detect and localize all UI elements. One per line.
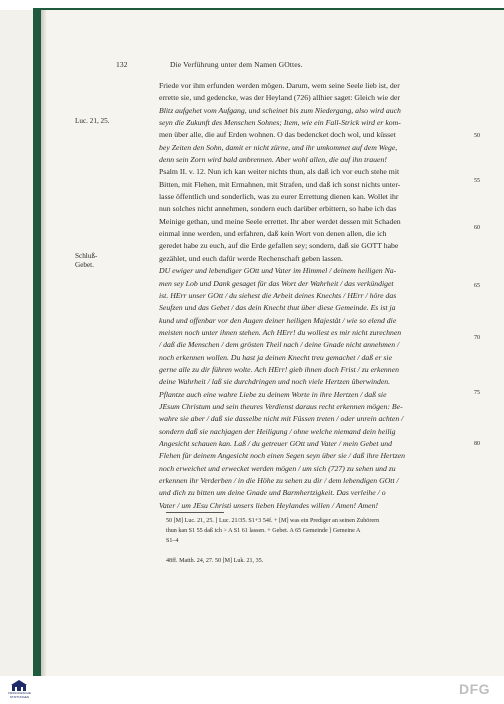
apparatus-rule [166,512,224,513]
text-line: nun solches nicht annehmen, sondern euch darüber erbittern, so habe ich das [159,204,397,214]
text-line: bey Zeiten den Sohn, damit er nicht zürne, und ihr umkommet auf dem Wege, [159,142,398,152]
text-line: lasse öffentlich und sonderlich, was zu eurer Errettung dienen kan. Wollet ihr [159,192,399,202]
apparatus-line: 50 [M] Luc. 21, 25. ] Luc. 21/35. S1+3 54f. + [M] was ein Prediger an seinen Zuhörern [166,518,380,524]
commentary-line: 48ff. Matth. 24, 27. 50 [M] Luk. 21, 35. [166,558,264,564]
running-head [116,60,303,69]
text-line: Friede vor ihm erfunden werden mögen. Darum, wem seine Seele lieb ist, der [159,81,400,90]
main-text [159,80,469,512]
prayer-line: Vater / um JEsu Christi unsers lieben Heylandes willen / Amen! Amen! [159,500,379,510]
prayer-line: Seufzen und das Gebet / das dein Knecht thut über diese Gemeinde. Es ist ja [159,303,396,313]
prayer-line: noch erweichet und erwecket werden mögen / um sich (727) zu sehen und zu [159,463,396,473]
page-number: 132 [116,60,128,69]
text-line: Meinige gethan, und meine Seele errettet. Ihr aber werdet dessen mit Schaden [159,216,401,226]
prayer-line: deine Wahrheit / laß sie durchdringen und noch viele Hertzen überwinden. [159,377,391,387]
prayer-line: noch erkennen wollen. Du hast ja deinen Knecht treu gemachet / daß er sie [159,352,393,362]
prayer-line: gerne alle zu dir führen wolte. Ach HErr! gieb ihnen doch Frist / zu erkennen [159,364,399,374]
dfg-logo: DFG [459,681,491,697]
prayer-line: wahre sie aber / daß sie dasselbe nicht mit Füssen treten / oder unrein achten / [159,414,404,424]
text-line: Bitten, mit Flehen, mit Ermahnen, mit Strafen, und daß ich sonst nichts unter- [159,179,401,189]
line-number: 50 [474,133,480,139]
running-title: Die Verführung unter dem Namen GOttes. [170,60,303,69]
line-number: 80 [474,441,480,447]
apparatus-line: thun kan S1 55 daß ich > A S1 61 lassen. + Gebet. A 65 Gemeinde ] Gemeine A [166,528,361,534]
prayer-line: Flehen für deinem Angesicht noch einen Segen seyn über sie / daß ihre Hertzen [159,451,405,461]
line-number: 70 [474,335,480,341]
page-gutter-shadow [41,10,47,676]
prayer-line: JEsum Christum und sein theures Verdienst daraus recht erkennen mögen: Be- [159,401,403,411]
prayer-line: ist. HErr unser GOtt / du siehest die Arbeit deines Knechts / HErr / höre das [159,290,397,300]
prayer-line: DU ewiger und lebendiger GOtt und Vater im Himmel / deinem heiligen Na- [159,266,397,276]
line-number: 55 [474,178,480,184]
text-line: errette sie, und gedencke, was der Heyland (726) allhier saget: Gleich wie der [159,93,401,103]
apparatus-line: S1–4 [166,538,179,544]
prayer-line: / daß die Menschen / dem grösten Theil nach / deine Gnade nicht annehmen / [159,340,400,350]
prayer-line: und dich zu bitten um deine Gnade und Barmhertzigkeit. Das verleihe / o [159,488,386,498]
logo-text-line-1: FRANCKESCHE [8,691,31,695]
prayer-line: Pflantze auch eine wahre Liebe zu deinem Worte in ihre Hertzen / daß sie [159,389,387,399]
prayer-line: Angesicht schauen kan. Laß / du getreuer GOtt und Vater / mein Gebet und [159,438,393,448]
text-line: einmal inne werden, und erfahren, daß kein Wort von denen allen, die ich [159,229,387,239]
text-line: geredet habe zu euch, auf die Erde gefallen sey; sondern, daß sie GOTT habe [159,241,399,251]
margin-heading-line-2: Gebet. [75,261,94,270]
prayer-line: sondern daß sie nachjagen der Heiligung / ohne welche niemand dein heilig [159,426,396,436]
text-line: Blitz aufgehet vom Aufgang, und scheinet bis zum Niedergang, also wird auch [159,105,401,115]
logo-text-line-2: STIFTUNGEN [9,694,30,699]
margin-heading [75,252,97,271]
text-line: Psalm II. v. 12. Nun ich kan weiter nichts thun, als daß ich vor euch stehe mit [159,167,400,177]
text-line: denn sein Zorn wird bald anbrennen. Aber wohl allen, die auf ihn trauen! [159,155,387,165]
prayer-line: men sey Lob und Dank gesaget für das Wort der Wahrheit / das verkündiget [159,278,394,288]
text-line: gezählet, und euch dafür werde Rechenschaft geben lassen. [159,253,343,263]
margin-heading-line-1: Schluß- [75,252,98,260]
margin-reference: Luc. 21, 25. [75,117,110,125]
prayer-line: erkennen ihr Verderben / in die Höhe zu sehen zu dir / dem lebendigen GOtt / [159,476,399,485]
text-line: men über alle, die auf Erden wohnen. O das bedencket doch wol, und küsset [159,130,396,140]
prayer-line: meisten noch unter ihnen stehen. Ach HErr! du wollest es mir nicht zurechnen [159,327,402,337]
line-number: 60 [474,225,480,231]
prayer-line: kund und offenbar vor den Augen deiner heiligen Majestät / wie so elend die [159,315,397,325]
line-number: 65 [474,283,480,289]
line-number: 75 [474,390,480,396]
text-line: seyn die Zukunft des Menschen Sohnes; Item, wie ein Fall-Strick wird er kom- [159,118,401,128]
viewer-footer [0,676,504,704]
francke-foundation-logo [6,680,33,699]
